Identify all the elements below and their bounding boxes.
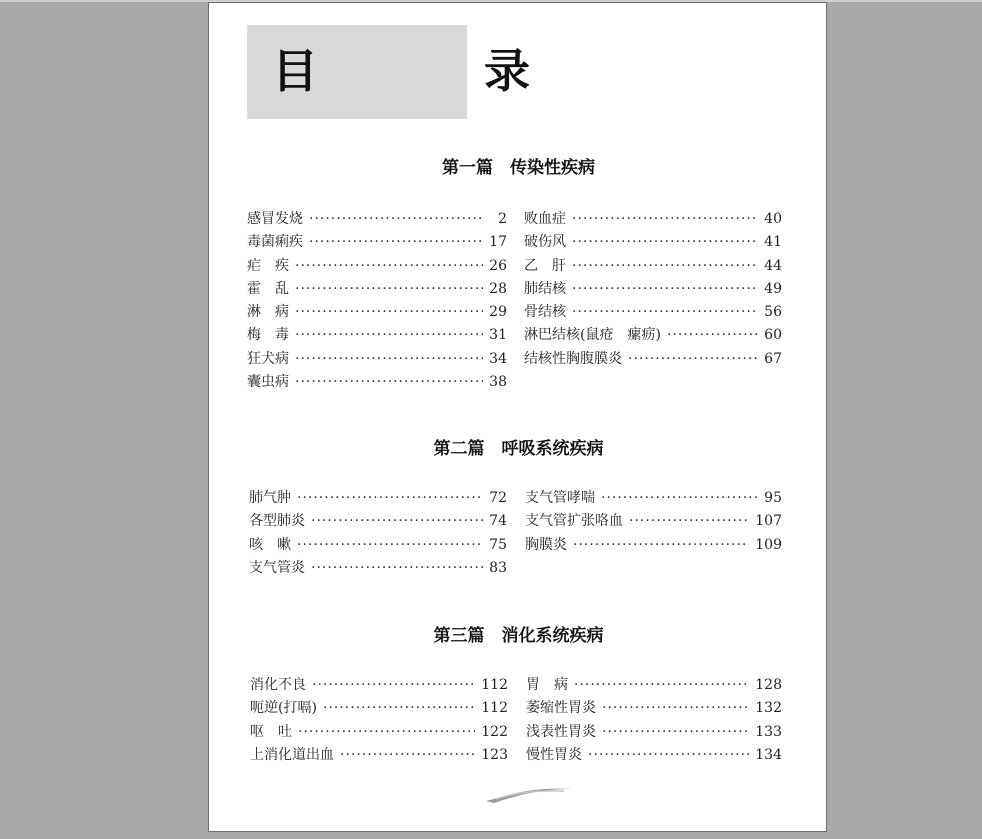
- dot-leader: [295, 351, 483, 367]
- title-banner: [247, 25, 590, 119]
- section-2-left-column: [249, 487, 507, 580]
- toc-entry-title: 囊虫病: [247, 374, 289, 391]
- toc-entry-page: 95: [764, 490, 782, 506]
- dot-leader: [573, 537, 749, 553]
- toc-entry[interactable]: [524, 208, 782, 231]
- dot-leader: [628, 351, 758, 367]
- dot-leader: [602, 724, 749, 740]
- toc-entry[interactable]: [247, 348, 507, 371]
- toc-entry-page: 40: [764, 211, 782, 227]
- page-title: 目 录: [272, 44, 590, 98]
- toc-entry[interactable]: [247, 255, 507, 278]
- dot-leader: [312, 677, 475, 693]
- toc-entry-title: 慢性胃炎: [526, 746, 582, 763]
- document-page[interactable]: [208, 2, 827, 832]
- toc-entry-title: 淋巴结核(鼠疮 瘰疬): [524, 327, 661, 344]
- toc-entry-title: 支气管扩张咯血: [525, 513, 623, 530]
- toc-entry-title: 淋 病: [247, 304, 289, 321]
- toc-entry[interactable]: [524, 278, 782, 301]
- toc-entry[interactable]: [250, 721, 508, 744]
- dot-leader: [295, 304, 483, 320]
- toc-entry-page: 134: [755, 746, 782, 763]
- toc-entry-page: 34: [489, 350, 507, 367]
- dot-leader: [297, 490, 483, 506]
- toc-entry[interactable]: [524, 301, 782, 324]
- dot-leader: [572, 281, 758, 297]
- dot-leader: [295, 374, 483, 390]
- dot-leader: [309, 211, 483, 227]
- toc-entry-title: 萎缩性胃炎: [526, 700, 596, 717]
- toc-entry-title: 支气管哮喘: [525, 490, 595, 506]
- toc-entry-title: 霍 乱: [247, 280, 289, 297]
- toc-entry-page: 17: [489, 234, 507, 251]
- section-heading-1: 第一篇 传染性疾病: [442, 158, 595, 178]
- dot-leader: [311, 560, 483, 576]
- toc-entry-title: 肺气肿: [249, 490, 291, 506]
- toc-entry-title: 狂犬病: [247, 350, 289, 367]
- toc-entry-title: 骨结核: [524, 304, 566, 321]
- toc-entry-title: 呃逆(打嗝): [250, 700, 317, 717]
- toc-entry-page: 123: [481, 746, 508, 763]
- toc-entry[interactable]: [247, 324, 507, 347]
- toc-entry-page: 132: [755, 700, 782, 717]
- toc-entry[interactable]: [247, 371, 507, 394]
- toc-entry-title: 疟 疾: [247, 257, 289, 274]
- toc-entry-page: 29: [489, 304, 507, 321]
- section-heading-3: 第三篇 消化系统疾病: [433, 626, 604, 646]
- toc-entry[interactable]: [526, 697, 782, 720]
- toc-entry[interactable]: [524, 255, 782, 278]
- dot-leader: [572, 211, 758, 227]
- toc-entry-title: 消化不良: [250, 677, 306, 693]
- toc-entry-page: 49: [764, 280, 782, 297]
- dot-leader: [572, 258, 758, 274]
- toc-entry-page: 133: [755, 723, 782, 740]
- dot-leader: [602, 700, 749, 716]
- toc-entry-page: 56: [764, 304, 782, 321]
- toc-entry[interactable]: [249, 534, 507, 557]
- toc-entry-title: 毒菌痢疾: [247, 234, 303, 251]
- toc-entry-page: 67: [764, 350, 782, 367]
- toc-entry-title: 破伤风: [524, 234, 566, 251]
- toc-entry-title: 呕 吐: [250, 723, 292, 740]
- toc-entry-page: 72: [489, 490, 507, 506]
- toc-entry-page: 44: [764, 257, 782, 274]
- dot-leader: [295, 281, 483, 297]
- toc-entry-title: 感冒发烧: [247, 211, 303, 227]
- dot-leader: [323, 700, 475, 716]
- toc-entry-page: 83: [489, 559, 507, 576]
- toc-entry[interactable]: [249, 487, 507, 510]
- dot-leader: [572, 304, 758, 320]
- toc-entry-title: 支气管炎: [249, 559, 305, 576]
- toc-entry[interactable]: [524, 231, 782, 254]
- toc-entry[interactable]: [525, 510, 782, 533]
- toc-entry-page: 112: [481, 677, 508, 693]
- dot-leader: [309, 234, 483, 250]
- toc-entry-title: 各型肺炎: [249, 513, 305, 530]
- toc-entry-title: 浅表性胃炎: [526, 723, 596, 740]
- toc-entry[interactable]: [250, 744, 508, 767]
- toc-entry-title: 梅 毒: [247, 327, 289, 344]
- toc-entry-page: 122: [481, 723, 508, 740]
- toc-entry[interactable]: [525, 487, 782, 510]
- toc-entry-title: 咳 嗽: [249, 536, 291, 553]
- toc-entry-page: 28: [489, 280, 507, 297]
- dot-leader: [311, 513, 483, 529]
- dot-leader: [295, 258, 483, 274]
- dot-leader: [601, 490, 758, 506]
- toc-entry[interactable]: [247, 301, 507, 324]
- toc-entry-page: 2: [498, 211, 507, 227]
- dot-leader: [588, 747, 749, 763]
- toc-entry[interactable]: [249, 510, 507, 533]
- dot-leader: [629, 513, 749, 529]
- toc-entry-page: 60: [764, 327, 782, 344]
- toc-entry[interactable]: [524, 324, 782, 347]
- toc-entry[interactable]: [247, 231, 507, 254]
- toc-entry-title: 上消化道出血: [250, 746, 334, 763]
- dot-leader: [298, 724, 475, 740]
- section-3-left-column: [250, 674, 508, 767]
- toc-entry-title: 乙 肝: [524, 257, 566, 274]
- dot-leader: [295, 327, 483, 343]
- toc-entry-page: 26: [489, 257, 507, 274]
- toc-entry[interactable]: [526, 744, 782, 767]
- toc-entry-page: 75: [489, 536, 507, 553]
- section-1-left-column: [247, 208, 507, 394]
- dot-leader: [574, 677, 749, 693]
- toc-entry[interactable]: [526, 721, 782, 744]
- toc-entry-page: 109: [755, 536, 782, 553]
- toc-entry[interactable]: [247, 208, 507, 231]
- toc-entry[interactable]: [249, 557, 507, 580]
- toc-entry[interactable]: [524, 348, 782, 371]
- toc-entry[interactable]: [250, 674, 508, 697]
- decorative-swoosh-icon: [484, 781, 574, 805]
- toc-entry[interactable]: [526, 674, 782, 697]
- toc-entry-page: 41: [764, 234, 782, 251]
- toc-entry-page: 128: [755, 677, 782, 693]
- toc-entry-title: 败血症: [524, 211, 566, 227]
- section-2-right-column: [525, 487, 782, 557]
- toc-entry-title: 胃 病: [526, 677, 568, 693]
- toc-entry[interactable]: [525, 534, 782, 557]
- toc-entry-title: 结核性胸腹膜炎: [524, 350, 622, 367]
- toc-entry-title: 胸膜炎: [525, 536, 567, 553]
- toc-entry[interactable]: [247, 278, 507, 301]
- toc-entry-page: 74: [489, 513, 507, 530]
- dot-leader: [340, 747, 475, 763]
- section-heading-2: 第二篇 呼吸系统疾病: [433, 439, 604, 459]
- toc-entry-page: 112: [481, 700, 508, 717]
- dot-leader: [667, 327, 758, 343]
- section-3-right-column: [526, 674, 782, 767]
- toc-entry-page: 31: [489, 327, 507, 344]
- toc-entry-page: 38: [489, 374, 507, 391]
- section-1-right-column: [524, 208, 782, 371]
- dot-leader: [572, 234, 758, 250]
- toc-entry[interactable]: [250, 697, 508, 720]
- dot-leader: [297, 537, 483, 553]
- toc-entry-title: 肺结核: [524, 280, 566, 297]
- toc-entry-page: 107: [755, 513, 782, 530]
